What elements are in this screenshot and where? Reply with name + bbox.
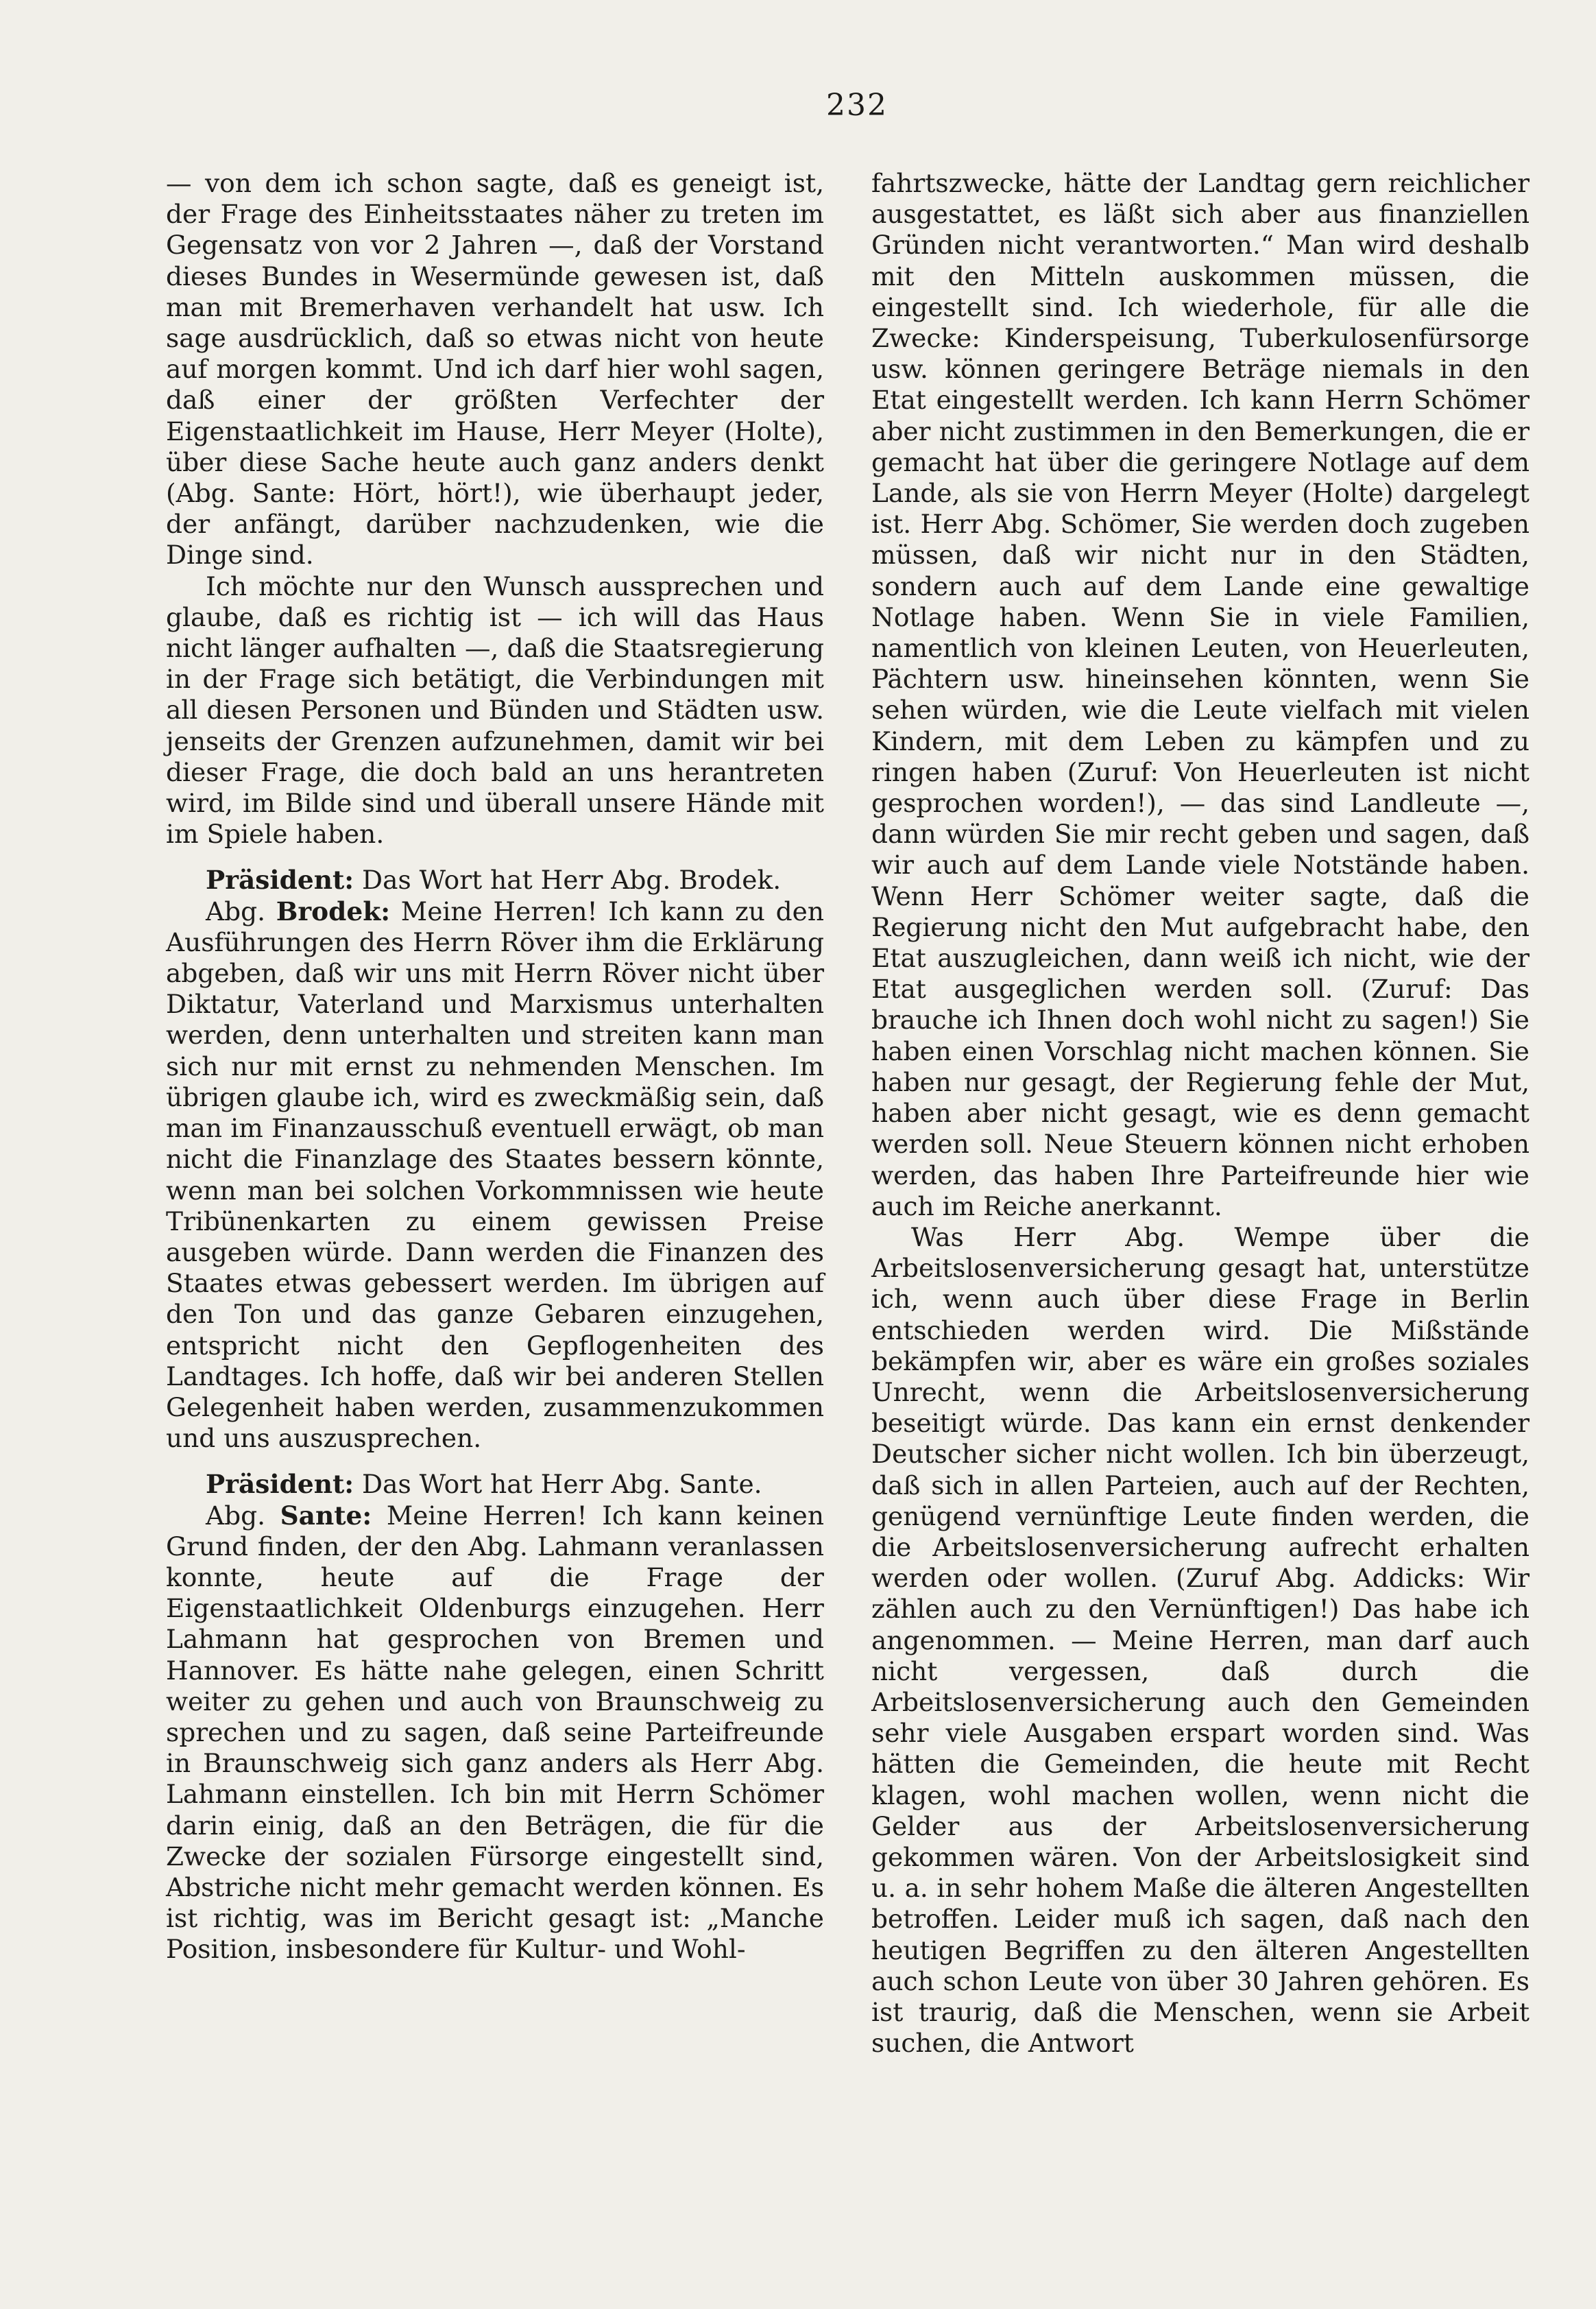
speaker-prefix: Abg. bbox=[206, 896, 266, 926]
speech-paragraph bbox=[166, 865, 824, 896]
speech-text: Das Wort hat Herr Abg. Sante. bbox=[362, 1469, 762, 1500]
paragraph-continuation: fahrtszwecke, hätte der Landtag gern reichlicher ausgestattet, es läßt sich aber aus finanziellen Gründen nicht verantworten.“ Man wird deshalb mit den Mitteln auskommen müssen, die eingestellt sind. Ich wiederhole, für alle die Zwecke: Kinderspeisung, Tuberkulosenfürsorge usw. können geringere Beträge niemals in den Etat eingestellt werden. Ich kann Herrn Schömer aber nicht zustimmen in den Bemerkungen, die er gemacht hat über die geringere Notlage auf dem Lande, als sie von Herrn Meyer (Holte) dargelegt ist. Herr Abg. Schömer, Sie werden doch zugeben müssen, daß wir nicht nur in den Städten, sondern auch auf dem Lande eine gewaltige Notlage haben. Wenn Sie in viele Familien, namentlich von kleinen Leuten, von Heuerleuten, Pächtern usw. hineinsehen könnten, wenn Sie sehen würden, wie die Leute vielfach mit vielen Kindern, mit dem Leben zu kämpfen und zu ringen haben (Zuruf: Von Heuerleuten ist nicht gesprochen worden!), — das sind Landleute —, dann würden Sie mir recht geben und sagen, daß wir auch auf dem Lande viele Notstände haben. Wenn Herr Schömer weiter sagte, daß die Regierung nicht den Mut aufgebracht habe, den Etat auszugleichen, dann weiß ich nicht, wie der Etat ausgeglichen werden soll. (Zuruf: Das brauche ich Ihnen doch wohl nicht zu sagen!) Sie haben einen Vorschlag nicht machen können. Sie haben nur gesagt, der Regierung fehle der Mut, haben aber nicht gesagt, wie es denn gemacht werden soll. Neue Steuern können nicht erhoben werden, das haben Ihre Parteifreunde hier wie auch im Reiche anerkannt. bbox=[871, 168, 1530, 1221]
speech-paragraph bbox=[166, 1469, 824, 1500]
speaker-label: Präsident: bbox=[206, 865, 354, 896]
speech-text: Meine Herren! Ich kann keinen Grund finden, der den Abg. Lahmann veranlassen konnte, heute auf die Frage der Eigenstaatlichkeit Oldenburgs einzugehen. Herr Lahmann hat gesprochen von Bremen und Hannover. Es hätte nahe gelegen, einen Schritt weiter zu gehen und auch von Braunschweig zu sprechen und zu sagen, daß seine Parteifreunde in Braunschweig sich ganz anders als Herr Abg. Lahmann einstellen. Ich bin mit Herrn Schömer darin einig, daß an den Beträgen, die für die Zwecke der sozialen Fürsorge eingestellt sind, Abstriche nicht mehr gemacht werden können. Es ist richtig, was im Bericht gesagt ist: „Manche Position, insbesondere für Kultur- und Wohl- bbox=[166, 1500, 824, 1965]
page-number: 232 bbox=[826, 88, 888, 123]
paragraph-continuation: — von dem ich schon sagte, daß es geneigt ist, der Frage des Einheitsstaates näher zu treten im Gegensatz von vor 2 Jahren —, daß der Vorstand dieses Bundes in Wesermünde gewesen ist, daß man mit Bremerhaven verhandelt hat usw. Ich sage ausdrücklich, daß so etwas nicht von heute auf morgen kommt. Und ich darf hier wohl sagen, daß einer der größten Verfechter der Eigenstaatlichkeit im Hause, Herr Meyer (Holte), über diese Sache heute auch ganz anders denkt (Abg. Sante: Hört, hört!), wie überhaupt jeder, der anfängt, darüber nachzudenken, wie die Dinge sind. bbox=[166, 168, 824, 571]
left-column bbox=[166, 168, 824, 1965]
paragraph: Ich möchte nur den Wunsch aussprechen und glaube, daß es richtig ist — ich will das Haus nicht länger aufhalten —, daß die Staatsregierung in der Frage sich betätigt, die Verbindungen mit all diesen Personen und Bünden und Städten usw. jenseits der Grenzen aufzunehmen, damit wir bei dieser Frage, die doch bald an uns herantreten wird, im Bilde sind und überall unsere Hände mit im Spiele haben. bbox=[166, 571, 824, 850]
speech-text: Das Wort hat Herr Abg. Brodek. bbox=[362, 865, 782, 896]
speaker-label: Brodek: bbox=[276, 896, 391, 926]
speech-paragraph bbox=[166, 896, 824, 1455]
speaker-prefix: Abg. bbox=[206, 1500, 266, 1531]
speaker-label: Präsident: bbox=[206, 1469, 354, 1500]
speaker-label: Sante: bbox=[280, 1500, 372, 1531]
paragraph: Was Herr Abg. Wempe über die Arbeitslosenversicherung gesagt hat, unterstütze ich, wenn auch über diese Frage in Berlin entschieden werden wird. Die Mißstände bekämpfen wir, aber es wäre ein großes soziales Unrecht, wenn die Arbeitslosenversicherung beseitigt würde. Das kann ein ernst denkender Deutscher sicher nicht wollen. Ich bin überzeugt, daß sich in allen Parteien, auch auf der Rechten, genügend vernünftige Leute finden werden, die die Arbeitslosenversicherung aufrecht erhalten werden oder wollen. (Zuruf Abg. Addicks: Wir zählen auch zu den Vernünftigen!) Das habe ich angenommen. — Meine Herren, man darf auch nicht vergessen, daß durch die Arbeitslosenversicherung auch den Gemeinden sehr viele Ausgaben erspart worden sind. Was hätten die Gemeinden, die heute mit Recht klagen, wohl machen wollen, wenn nicht die Gelder aus der Arbeitslosenversicherung gekommen wären. Von der Arbeitslosigkeit sind u. a. in sehr hohem Maße die älteren Angestellten betroffen. Leider muß ich sagen, daß nach den heutigen Begriffen zu den älteren Angestellten auch schon Leute von über 30 Jahren gehören. Es ist traurig, daß die Menschen, wenn sie Arbeit suchen, die Antwort bbox=[871, 1221, 1530, 2059]
right-column bbox=[871, 168, 1530, 2059]
speech-paragraph bbox=[166, 1500, 824, 1965]
speech-text: Meine Herren! Ich kann zu den Ausführungen des Herrn Röver ihm die Erklärung abgeben, daß wir uns mit Herrn Röver nicht über Diktatur, Vaterland und Marxismus unterhalten werden, denn unterhalten und streiten kann man sich nur mit ernst zu nehmenden Menschen. Im übrigen glaube ich, wird es zweckmäßig sein, daß man im Finanzausschuß eventuell erwägt, ob man nicht die Finanzlage des Staates bessern könnte, wenn man bei solchen Vorkommnissen wie heute Tribünenkarten zu einem gewissen Preise ausgeben würde. Dann werden die Finanzen des Staates etwas gebessert werden. Im übrigen auf den Ton und das ganze Gebaren einzugehen, entspricht nicht den Gepflogenheiten des Landtages. Ich hoffe, daß wir bei anderen Stellen Gelegenheit haben werden, zusammenzukommen und uns auszusprechen. bbox=[166, 896, 824, 1454]
